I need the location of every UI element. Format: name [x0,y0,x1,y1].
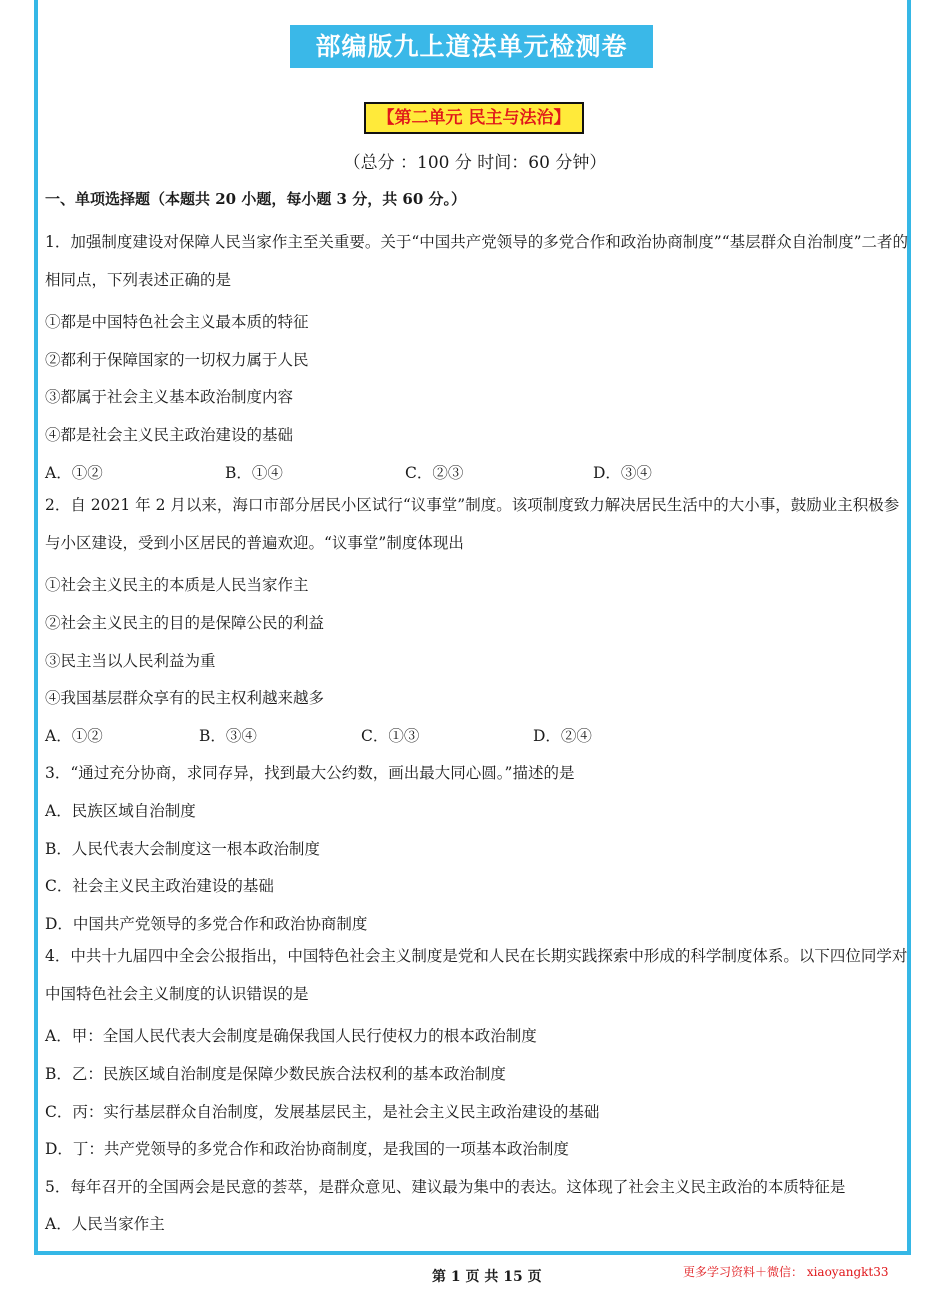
question-4-option-c: C．丙：实行基层群众自治制度，发展基层民主，是社会主义民主政治建设的基础 [45,1102,600,1121]
option-a: A．①② [45,463,103,482]
document-title: 部编版九上道法单元检测卷 [290,25,653,68]
question-2-statement: ④我国基层群众享有的民主权利越来越多 [45,689,325,708]
question-1-statement: ①都是中国特色社会主义最本质的特征 [45,313,309,332]
option-d: D．③④ [593,463,652,482]
option-d: D．②④ [533,726,592,745]
question-1-statement: ④都是社会主义民主政治建设的基础 [45,425,294,444]
question-5-stem: 5．每年召开的全国两会是民意的荟萃，是群众意见、建议最为集中的表达。这体现了社会主义民主政治的本质特征是 [45,1177,846,1196]
question-2-statement: ②社会主义民主的目的是保障公民的利益 [45,613,325,632]
page-number: 第 1 页 共 15 页 [432,1269,542,1285]
question-3-option-c: C．社会主义民主政治建设的基础 [45,877,274,896]
question-3-option-b: B．人民代表大会制度这一根本政治制度 [45,839,320,858]
question-4-stem: 4．中共十九届四中全会公报指出，中国特色社会主义制度是党和人民在长期实践探索中形成的科学制度体系。以下四位同学对中国特色社会主义制度的认识错误的是 [45,947,908,1003]
question-2-options [45,722,911,760]
option-c: C．①③ [361,726,420,745]
question-4-option-a: A．甲：全国人民代表大会制度是确保我国人民行使权力的根本政治制度 [45,1027,537,1046]
contact-note: 更多学习资料＋微信： xiaoyangkt33 [683,1265,889,1279]
option-a: A．①② [45,726,103,745]
question-2-stem: 2．自 2021 年 2 月以来，海口市部分居民小区试行“议事堂”制度。该项制度致力解决居民生活中的大小事，鼓励业主积极参与小区建设，受到小区居民的普遍欢迎。“议事堂”制度体现出 [45,496,900,552]
question-2-statement: ①社会主义民主的本质是人民当家作主 [45,576,309,595]
question-1-statement: ②都利于保障国家的一切权力属于人民 [45,350,309,369]
question-4-option-d: D．丁：共产党领导的多党合作和政治协商制度，是我国的一项基本政治制度 [45,1140,569,1159]
section-heading: 一、单项选择题（本题共 20 小题，每小题 3 分，共 60 分。） [45,190,467,208]
unit-label: 【第二单元 民主与法治】 [364,102,584,134]
question-3-option-a: A．民族区域自治制度 [45,801,196,820]
score-time-info: （总分 ：100 分 时间：60 分钟） [343,153,607,173]
option-b: B．①④ [225,463,283,482]
question-1-statement: ③都属于社会主义基本政治制度内容 [45,388,294,407]
questions [45,233,911,1248]
question-2-statement: ③民主当以人民利益为重 [45,651,216,670]
question-3-option-d: D．中国共产党领导的多党合作和政治协商制度 [45,914,368,933]
question-4-option-b: B．乙：民族区域自治制度是保障少数民族合法权利的基本政治制度 [45,1065,506,1084]
question-5-option-a: A．人民当家作主 [45,1215,165,1234]
question-3-stem: 3．“通过充分协商，求同存异，找到最大公约数，画出最大同心圆。”描述的是 [45,764,575,783]
option-b: B．③④ [199,726,257,745]
option-c: C．②③ [405,463,464,482]
question-1-stem: 1．加强制度建设对保障人民当家作主至关重要。关于“中国共产党领导的多党合作和政治协商制度”“基层群众自治制度”二者的相同点，下列表述正确的是 [45,233,909,289]
